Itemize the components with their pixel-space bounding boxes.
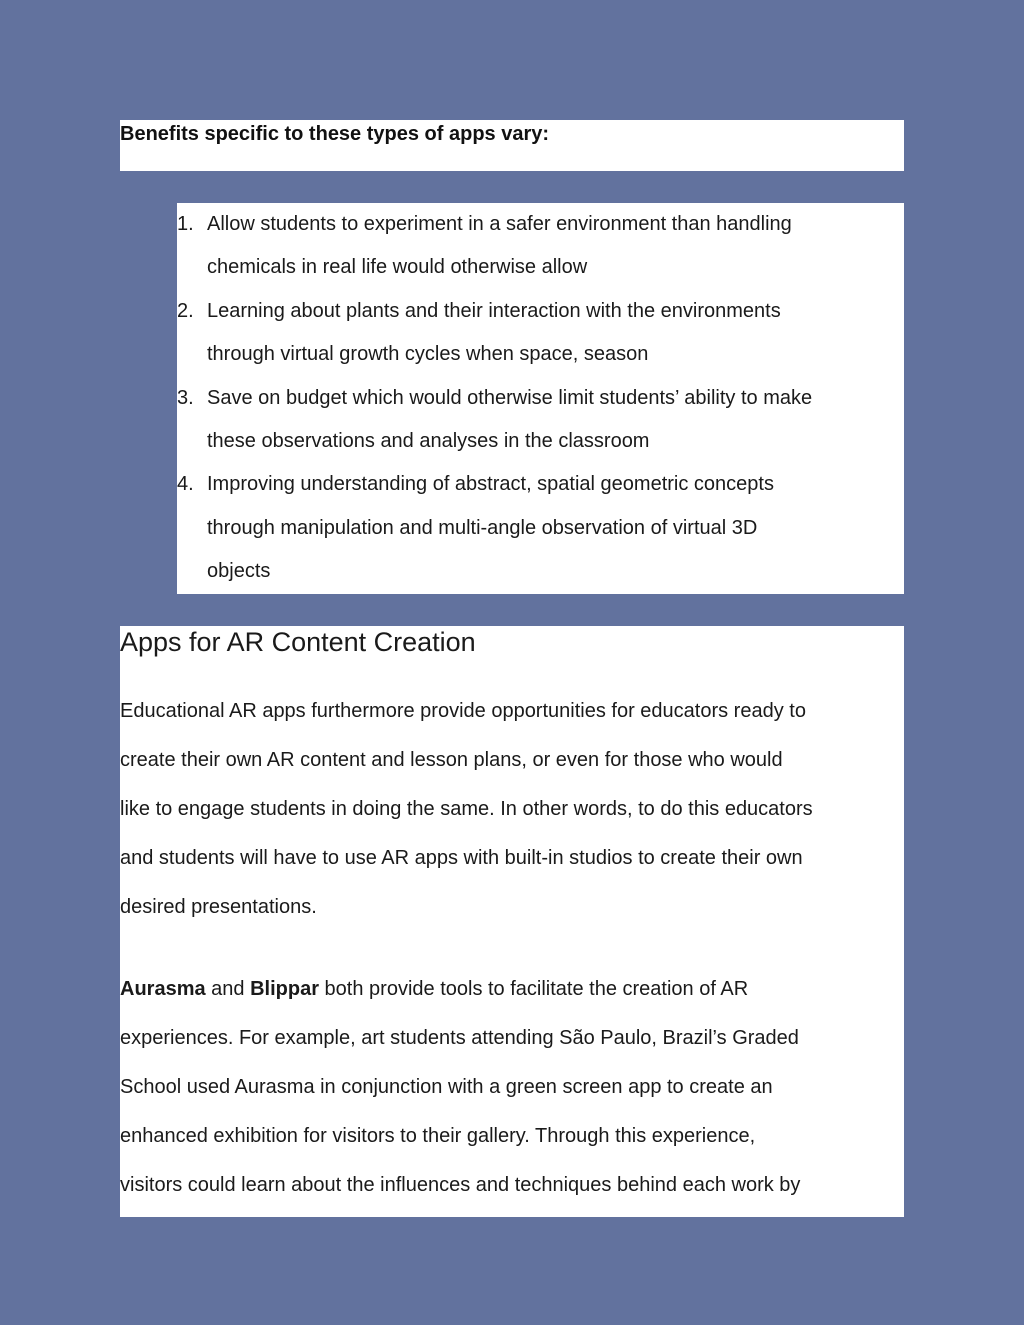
paragraph-line: and students will have to use AR apps with built-in studios to create their own bbox=[120, 847, 803, 869]
list-item-number: 4. bbox=[177, 473, 194, 496]
list-item-line: through virtual growth cycles when space, season bbox=[207, 343, 649, 366]
blippar-name: Blippar bbox=[250, 978, 319, 1000]
list-item-line: these observations and analyses in the classroom bbox=[207, 430, 650, 453]
ar-content-creation-section bbox=[120, 626, 904, 1217]
paragraph-line: Educational AR apps furthermore provide opportunities for educators ready to bbox=[120, 700, 806, 722]
list-item bbox=[177, 377, 904, 464]
benefits-heading-block bbox=[120, 120, 904, 171]
aurasma-name: Aurasma bbox=[120, 978, 206, 1000]
paragraph-line: desired presentations. bbox=[120, 896, 317, 918]
benefits-list-block bbox=[177, 203, 904, 594]
list-item-number: 1. bbox=[177, 213, 194, 235]
paragraph-educational-ar bbox=[120, 687, 904, 932]
list-item-line: Save on budget which would otherwise limit students’ ability to make bbox=[207, 386, 813, 409]
list-item-line: Improving understanding of abstract, spatial geometric concepts bbox=[207, 473, 774, 496]
paragraph-aurasma-blippar bbox=[120, 965, 904, 1210]
paragraph-line: visitors could learn about the influences and techniques behind each work by bbox=[120, 1174, 801, 1196]
list-item-line: objects bbox=[207, 560, 271, 583]
list-item bbox=[177, 463, 904, 593]
list-item-line: chemicals in real life would otherwise allow bbox=[207, 256, 588, 279]
benefits-list bbox=[177, 203, 904, 594]
list-item-number: 3. bbox=[177, 386, 194, 409]
paragraph-line: create their own AR content and lesson plans, or even for those who would bbox=[120, 749, 783, 771]
list-item bbox=[177, 203, 904, 290]
paragraph-line: like to engage students in doing the same. In other words, to do this educators bbox=[120, 798, 813, 820]
list-item-line: Allow students to experiment in a safer environment than handling bbox=[207, 213, 792, 235]
paragraph-line: experiences. For example, art students attending São Paulo, Brazil’s Graded bbox=[120, 1027, 799, 1049]
benefits-heading: Benefits specific to these types of apps vary: bbox=[120, 123, 550, 145]
section-title: Apps for AR Content Creation bbox=[120, 627, 476, 657]
list-item-number: 2. bbox=[177, 299, 194, 322]
paragraph-text: both provide tools to facilitate the creation of AR bbox=[319, 978, 749, 1000]
paragraph-line: enhanced exhibition for visitors to their gallery. Through this experience, bbox=[120, 1125, 756, 1147]
paragraph-line: School used Aurasma in conjunction with a green screen app to create an bbox=[120, 1076, 773, 1098]
list-item-line: through manipulation and multi-angle observation of virtual 3D bbox=[207, 516, 758, 539]
paragraph-text: and bbox=[205, 978, 251, 1000]
list-item bbox=[177, 290, 904, 377]
list-item-line: Learning about plants and their interaction with the environments bbox=[207, 299, 781, 322]
